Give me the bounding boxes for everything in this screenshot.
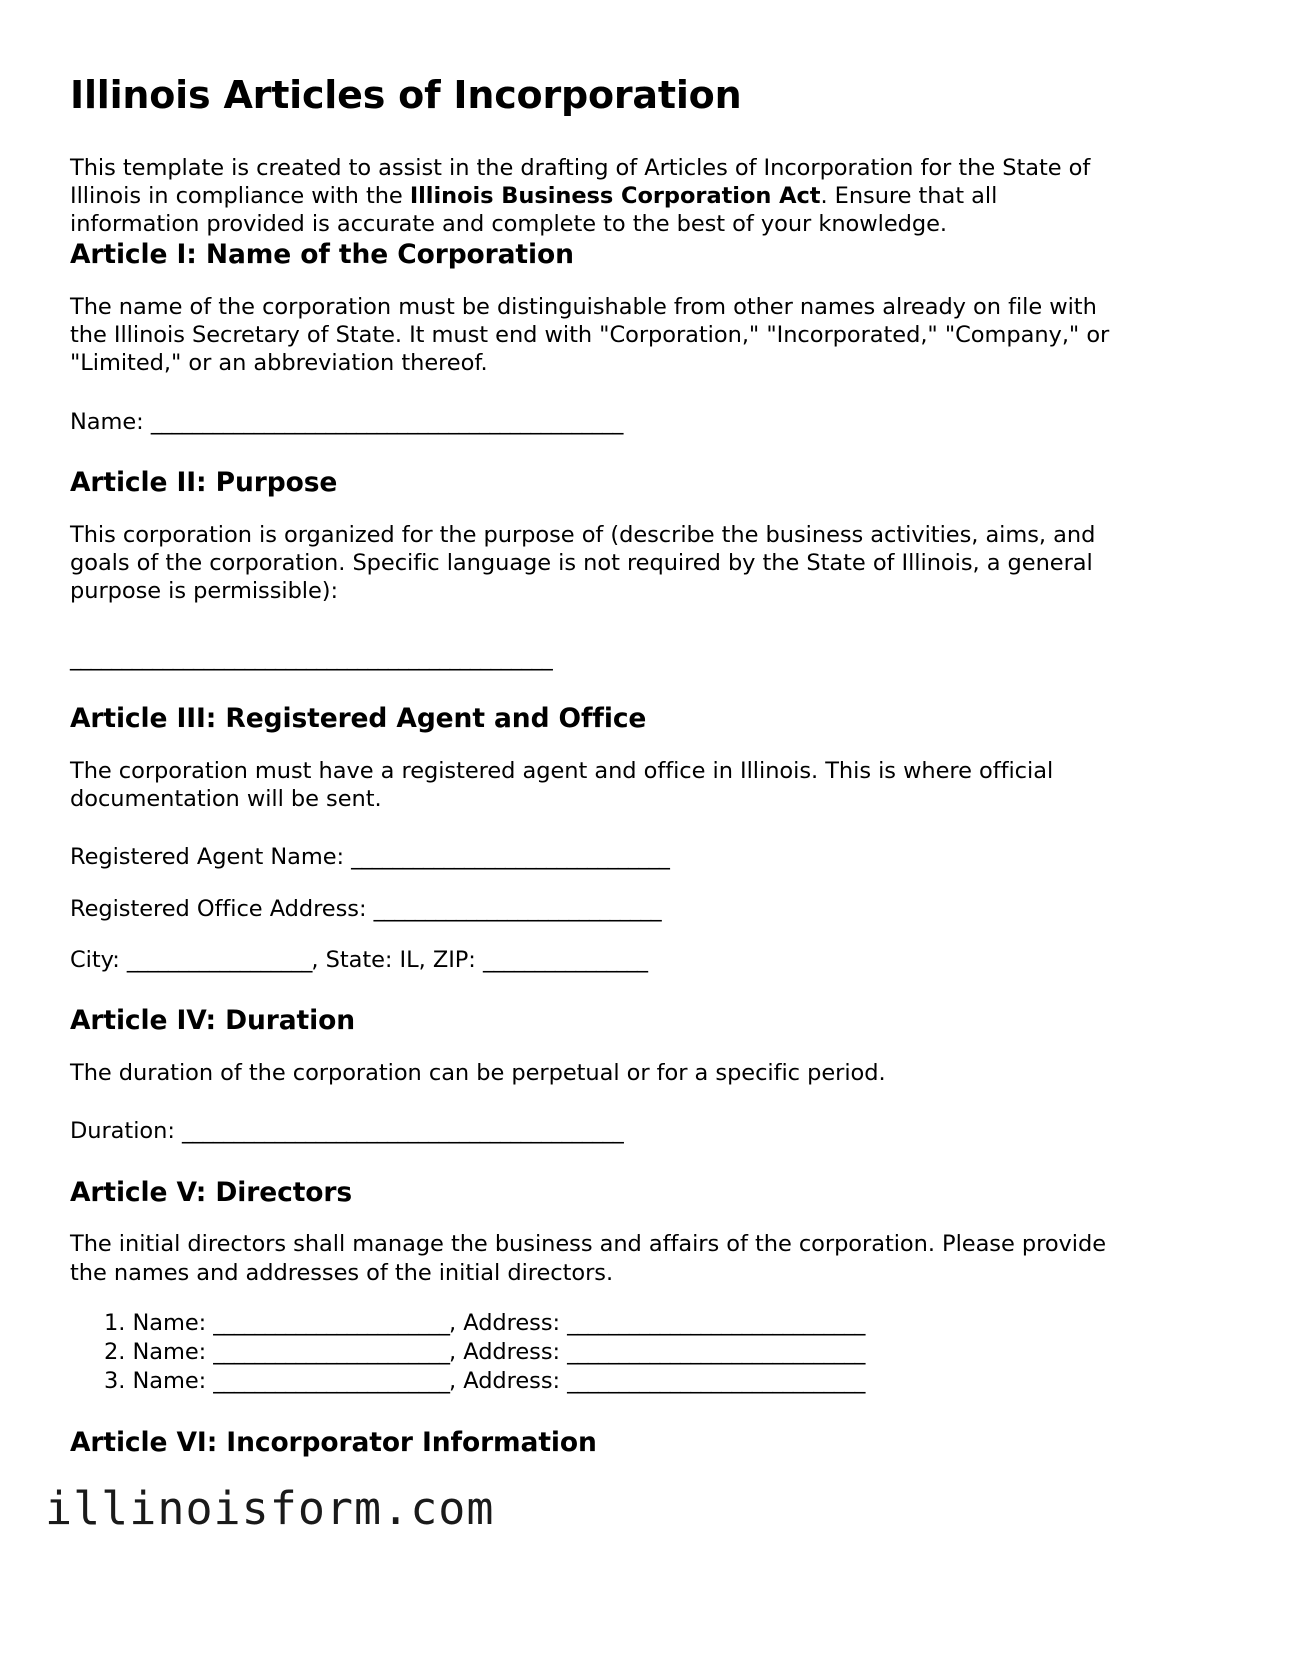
article-heading-5: Article V: Directors (70, 1176, 353, 1208)
field-blank-duration[interactable]: ___________________________________________ (181, 1118, 623, 1145)
intro-emphasis-act: Illinois Business Corporation Act (409, 183, 821, 210)
field-registered-agent-name[interactable] (70, 843, 1122, 872)
director-name-blank-2[interactable]: _______________________ (213, 1339, 450, 1366)
director-address-blank-1[interactable]: _____________________________ (567, 1309, 865, 1336)
field-blank-city[interactable]: __________________ (126, 946, 312, 973)
article-heading-4: Article IV: Duration (70, 1005, 355, 1037)
director-number-1: 1. (104, 1309, 126, 1336)
article-heading-3: Article III: Registered Agent and Office (70, 702, 647, 734)
field-blank-name[interactable]: ______________________________________________ (150, 408, 623, 435)
director-address-label-2: , Address: (449, 1339, 568, 1366)
director-address-label-3: , Address: (449, 1368, 568, 1395)
field-registered-office-address[interactable] (70, 895, 1122, 924)
field-label-registered-office-address: Registered Office Address: (70, 895, 374, 922)
field-duration[interactable] (70, 1117, 1122, 1146)
field-label-name: Name: (70, 408, 151, 435)
field-blank-purpose[interactable]: _______________________________________________ (70, 644, 552, 671)
director-name-label-2: Name: (125, 1339, 214, 1366)
article-body-3: The corporation must have a registered agent and office in Illinois. This is where official documentation will be sent. (70, 757, 1054, 813)
field-label-state-zip: , State: IL, ZIP: (311, 946, 483, 973)
director-name-label-3: Name: (125, 1368, 214, 1395)
article-body-2: This corporation is organized for the purpose of (describe the business activities, aims, and goals of the corporation. Specific language is not required by the State of Illinois, a general purpose is permissible): (70, 521, 1096, 605)
director-number-2: 2. (104, 1339, 126, 1366)
intro-text-part2: . Ensure that all information provided is accurate and complete to the best of your knowledge. (70, 183, 998, 238)
director-address-label-1: , Address: (449, 1309, 568, 1336)
director-name-label-1: Name: (125, 1309, 214, 1336)
field-blank-zip[interactable]: ________________ (482, 946, 647, 973)
directors-list (70, 1309, 1122, 1397)
field-label-duration: Duration: (70, 1118, 182, 1145)
list-item[interactable] (104, 1338, 1122, 1367)
footer-brand-watermark: illinoisform.com (45, 1482, 495, 1535)
article-heading-1: Article I: Name of the Corporation (70, 238, 574, 270)
article-body-5: The initial directors shall manage the business and affairs of the corporation. Please provide the names and addresses of the initial directors. (70, 1231, 1107, 1286)
page-title: Illinois Articles of Incorporation (70, 73, 742, 117)
article-body-4: The duration of the corporation can be perpetual or for a specific period. (70, 1059, 886, 1086)
director-name-blank-1[interactable]: _______________________ (213, 1309, 450, 1336)
director-number-3: 3. (104, 1368, 126, 1395)
director-name-blank-3[interactable]: _______________________ (213, 1368, 450, 1395)
article-heading-6: Article VI: Incorporator Information (70, 1426, 597, 1458)
list-item[interactable] (104, 1309, 1122, 1338)
field-corporation-name[interactable] (70, 408, 1122, 437)
field-label-registered-agent-name: Registered Agent Name: (70, 844, 352, 871)
intro-paragraph (70, 154, 1122, 239)
list-item[interactable] (104, 1367, 1122, 1396)
field-blank-registered-agent-name[interactable]: _______________________________ (351, 844, 669, 871)
field-label-city: City: (70, 946, 127, 973)
field-city-state-zip[interactable] (70, 946, 1122, 975)
intro-text-part1: This template is created to assist in the drafting of Articles of Incorporation for the State of Illinois in compliance with the (70, 154, 1091, 210)
director-address-blank-2[interactable]: _____________________________ (567, 1339, 865, 1366)
director-address-blank-3[interactable]: _____________________________ (567, 1368, 865, 1395)
field-blank-registered-office-address[interactable]: ____________________________ (373, 895, 661, 922)
article-heading-2: Article II: Purpose (70, 466, 338, 498)
article-body-1: The name of the corporation must be distinguishable from other names already on file with the Illinois Secretary of State. It must end with "Corporation," "Incorporated," "Company," or "Limited," or an abbreviation thereof. (70, 293, 1110, 377)
field-purpose-answer[interactable] (70, 644, 1122, 673)
